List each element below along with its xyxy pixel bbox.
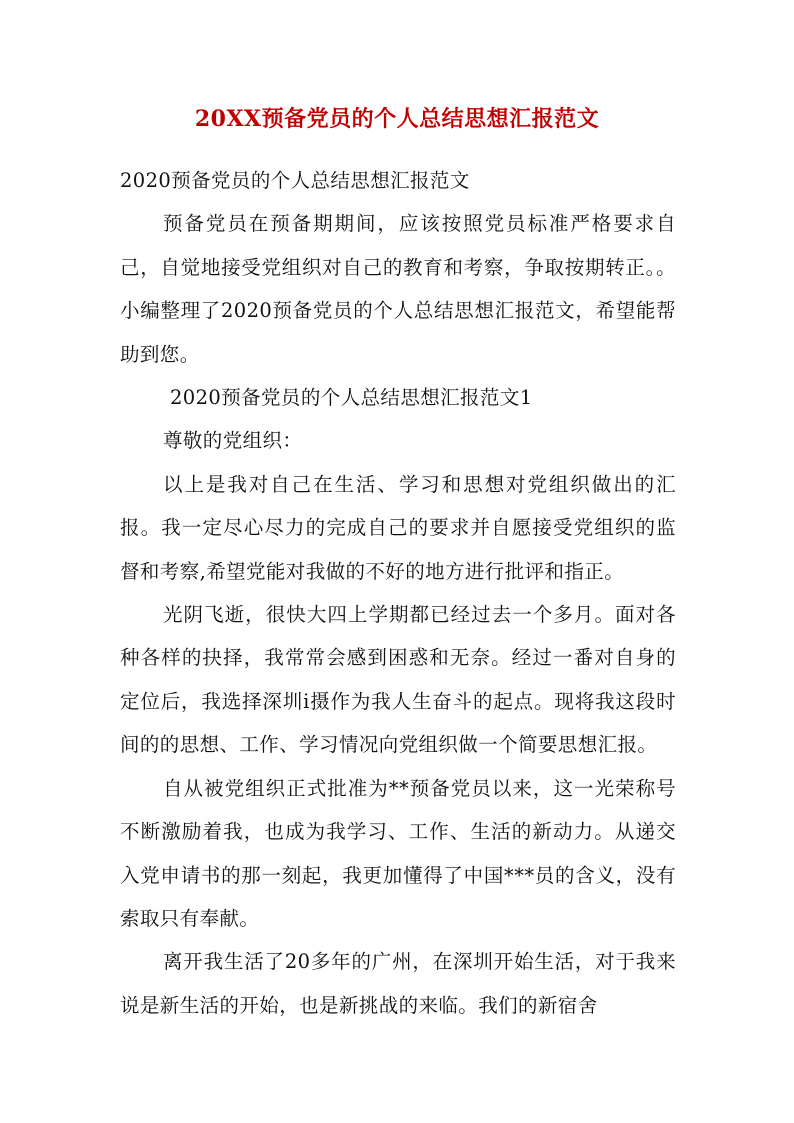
section-heading: 2020预备党员的个人总结思想汇报范文1 xyxy=(170,386,533,410)
body-paragraph: 以上是我对自己在生活、学习和思想对党组织做出的汇报。我一定尽心尽力的完成自己的要求并自愿接受党组织的监督和考察,希望党能对我做的不好的地方进行批评和指正。 xyxy=(120,472,676,583)
document-title: 20XX预备党员的个人总结思想汇报范文 xyxy=(194,106,600,132)
subtitle-paragraph: 2020预备党员的个人总结思想汇报范文 xyxy=(120,169,470,192)
intro-paragraph: 预备党员在预备期期间，应该按照党员标准严格要求自己，自觉地接受党组织对自己的教育和考察，争取按期转正。。小编整理了2020预备党员的个人总结思想汇报范文，希望能帮助到您。 xyxy=(120,212,676,366)
document-body xyxy=(120,159,676,1027)
body-paragraph: 光阴飞逝，很快大四上学期都已经过去一个多月。面对各种各样的抉择，我常常会感到困惑和无奈。经过一番对自身的定位后，我选择深圳i摄作为我人生奋斗的起点。现将我这段时间的的思想、工作、学习情况向党组织做一个简要思想汇报。 xyxy=(120,603,676,757)
body-paragraph: 自从被党组织正式批准为**预备党员以来，这一光荣称号不断激励着我，也成为我学习、工作、生活的新动力。从递交入党申请书的那一刻起，我更加懂得了中国***员的含义，没有索取只有奉献。 xyxy=(120,776,676,930)
salutation: 尊敬的党组织： xyxy=(163,429,303,453)
body-paragraph: 离开我生活了20多年的广州，在深圳开始生活，对于我来说是新生活的开始，也是新挑战的来临。我们的新宿舍 xyxy=(120,950,676,1017)
